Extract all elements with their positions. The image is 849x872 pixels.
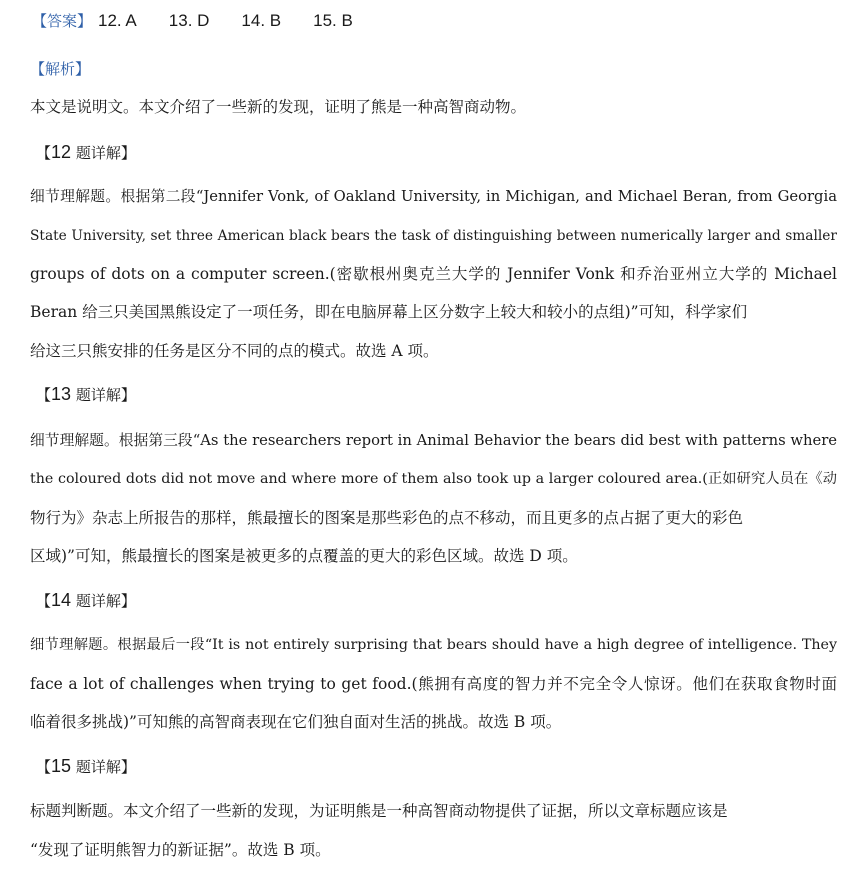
question-13-heading (36, 383, 136, 406)
bracket-open: 【 (36, 144, 52, 162)
q12-line-1: 细节理解题。根据第二段“Jennifer Vonk, of Oakland University, in Michigan, and Michael Beran, from Georgia (30, 188, 837, 205)
question-number: 13 (51, 384, 72, 404)
q14-line-2: face a lot of challenges when trying to get food.(熊拥有高度的智力并不完全令人惊讶。他们在获取食物时面 (30, 675, 837, 693)
q15-line-2: “发现了证明熊智力的新证据”。故选 B 项。 (30, 841, 331, 859)
q13-line-2: the coloured dots did not move and where more of them also took up a larger coloured area.(正如研究人员在《动 (30, 471, 837, 487)
heading-label: 题详解】 (71, 592, 136, 610)
answer-item: 15. B (313, 11, 353, 30)
answer-tag: 【答案】 (32, 12, 93, 30)
bracket-open: 【 (36, 386, 52, 404)
question-number: 15 (51, 756, 72, 776)
q12-line-4: Beran 给三只美国黑熊设定了一项任务，即在电脑屏幕上区分数字上较大和较小的点组)”可知，科学家们 (30, 303, 748, 321)
q12-line-5: 给这三只熊安排的任务是区分不同的点的模式。故选 A 项。 (30, 342, 439, 360)
analysis-tag: 【解析】 (30, 60, 91, 78)
q12-line-2: State University, set three American black bears the task of distinguishing between numerically larger and smaller (30, 228, 837, 244)
heading-label: 题详解】 (71, 758, 136, 776)
question-12-heading (36, 141, 136, 164)
question-15-heading (36, 755, 136, 778)
question-14-heading (36, 589, 136, 612)
heading-label: 题详解】 (71, 386, 136, 404)
bracket-open: 【 (36, 758, 52, 776)
q13-line-3: 物行为》杂志上所报告的那样，熊最擅长的图案是那些彩色的点不移动，而且更多的点占据了更大的彩色 (30, 509, 744, 527)
answer-item: 13. D (168, 11, 210, 30)
answer-row (32, 10, 379, 32)
q15-line-1: 标题判断题。本文介绍了一些新的发现，为证明熊是一种高智商动物提供了证据，所以文章标题应该是 (30, 802, 728, 820)
heading-label: 题详解】 (71, 144, 136, 162)
question-number: 12 (51, 142, 72, 162)
q14-line-3: 临着很多挑战)”可知熊的高智商表现在它们独自面对生活的挑战。故选 B 项。 (30, 713, 562, 731)
bracket-open: 【 (36, 592, 52, 610)
q12-line-3: groups of dots on a computer screen.(密歇根州奥克兰大学的 Jennifer Vonk 和乔治亚州立大学的 Michael (30, 265, 837, 283)
summary-text: 本文是说明文。本文介绍了一些新的发现，证明了熊是一种高智商动物。 (30, 98, 527, 116)
q14-line-1: 细节理解题。根据最后一段“It is not entirely surprising that bears should have a high degree of intelligence. They (30, 637, 837, 653)
answer-item: 14. B (241, 11, 282, 30)
q13-line-1: 细节理解题。根据第三段“As the researchers report in Animal Behavior the bears did best with patterns where (30, 432, 837, 449)
q13-line-4: 区域)”可知，熊最擅长的图案是被更多的点覆盖的更大的彩色区域。故选 D 项。 (30, 547, 578, 565)
question-number: 14 (51, 590, 72, 610)
answer-item: 12. A (98, 11, 137, 30)
